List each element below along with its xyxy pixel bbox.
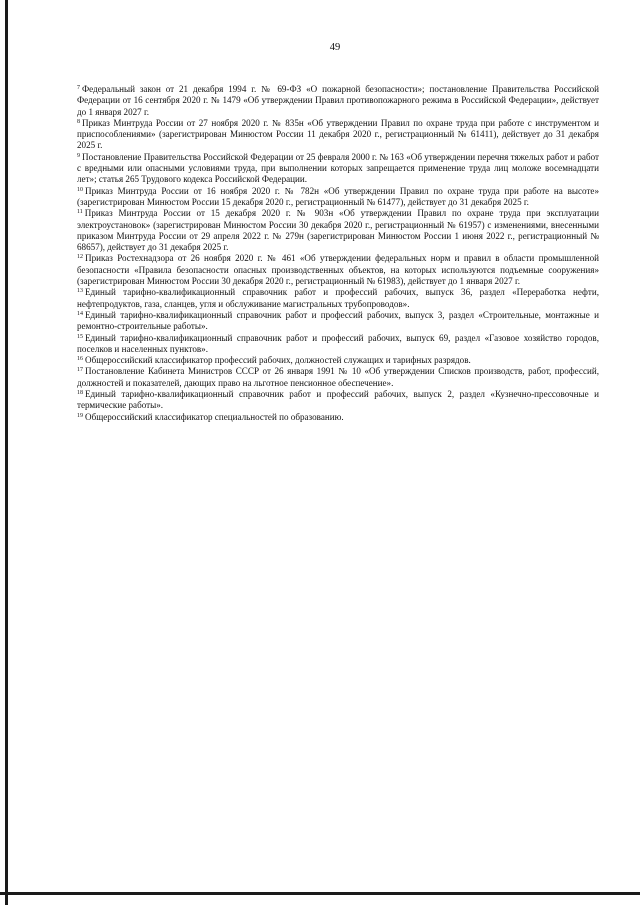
footnote-text: Единый тарифно-квалификационный справочник работ и профессий рабочих, выпуск 2, раздел «Кузнечно-прессовочные и термические работы». [77, 389, 599, 411]
footnote-text: Приказ Минтруда России от 16 ноября 2020 г. № 782н «Об утверждении Правил по охране труда при работе на высоте» (зарегистрирован Минюстом России 15 декабря 2020 г., регистрационный № 61477), действует до 31 декабря 2025 г. [77, 185, 599, 207]
footnote-10 [77, 186, 599, 209]
footnote-13 [77, 287, 599, 310]
footnote-text: Приказ Минтруда России от 15 декабря 2020 г. № 903н «Об утверждении Правил по охране труда при эксплуатации электроустановок» (зарегистрирован Минюстом России 30 декабря 2020 г., регистрационный № 61957) с изменениями, внесенными приказом Минтруда России от 29 апреля 2022 г. № 279н (зарегистрирован Минюстом России 1 июня 2022 г., регистрационный № 68657), действует до 31 декабря 2025 г. [77, 208, 599, 253]
footnote-text: Постановление Кабинета Министров СССР от 26 января 1991 № 10 «Об утверждении Списков производств, работ, профессий, должностей и показателей, дающих право на льготное пенсионное обеспечение». [77, 366, 599, 388]
footnote-15 [77, 333, 599, 356]
footnote-11 [77, 208, 599, 253]
footnote-12 [77, 253, 599, 287]
footnote-text: Единый тарифно-квалификационный справочник работ и профессий рабочих, выпуск 36, раздел «Переработка нефти, нефтепродуктов, газа, сланцев, угля и обслуживание магистральных трубопроводов». [77, 287, 599, 309]
scan-bottom-border [0, 892, 640, 895]
footnote-marker: 9 [77, 152, 80, 159]
page-number: 49 [329, 42, 341, 53]
footnote-marker: 14 [77, 310, 83, 317]
footnote-16 [77, 355, 599, 366]
footnotes-list [77, 84, 599, 423]
footnote-text: Приказ Ростехнадзора от 26 ноября 2020 г. № 461 «Об утверждении федеральных норм и правил в области промышленной безопасности «Правила безопасности опасных производственных объектов, на которых используются подъемные сооружения» (зарегистрирован Минюстом России 30 декабря 2020 г., регистрационный № 61983), действует до 1 января 2027 г. [77, 253, 599, 287]
footnote-18 [77, 389, 599, 412]
footnote-text: Единый тарифно-квалификационный справочник работ и профессий рабочих, выпуск 3, раздел «Строительные, монтажные и ремонтно-строительные работы». [77, 309, 599, 332]
footnote-text: Приказ Минтруда России от 27 ноября 2020 г. № 835н «Об утверждении Правил по охране труда при работе с инструментом и приспособлениями» (зарегистрирован Минюстом России 11 декабря 2020 г., регистрационный № 61411), действует до 31 декабря 2025 г. [77, 117, 599, 151]
footnote-8 [77, 118, 599, 152]
footnote-marker: 7 [77, 85, 80, 91]
scan-left-border [5, 0, 8, 905]
footnote-marker: 11 [77, 209, 83, 216]
footnote-17 [77, 366, 599, 389]
footnote-text: Общероссийский классификатор профессий рабочих, должностей служащих и тарифных разрядов. [85, 355, 471, 366]
footnote-text: Общероссийский классификатор специальностей по образованию. [85, 411, 344, 422]
footnote-text: Постановление Правительства Российской Федерации от 25 февраля 2000 г. № 163 «Об утверждении перечня тяжелых работ и работ с вредными или опасными условиями труда, при выполнении которых запрещается применение труда лиц моложе восемнадцати лет»; статья 265 Трудового кодекса Российской Федерации. [77, 151, 599, 185]
footnote-text: Единый тарифно-квалификационный справочник работ и профессий рабочих, выпуск 69, раздел «Газовое хозяйство городов, поселков и населенных пунктов». [77, 332, 599, 354]
footnote-marker: 12 [77, 254, 83, 261]
footnote-marker: 15 [77, 333, 83, 340]
footnote-marker: 17 [77, 367, 83, 374]
footnote-9 [77, 152, 599, 186]
footnote-marker: 8 [77, 118, 80, 125]
footnote-marker: 13 [77, 288, 83, 295]
footnote-14 [77, 310, 599, 333]
footnote-marker: 16 [77, 356, 83, 363]
footnote-marker: 19 [77, 412, 83, 419]
footnote-19 [77, 412, 599, 423]
footnote-7 [77, 84, 599, 118]
footnote-text: Федеральный закон от 21 декабря 1994 г. № 69-ФЗ «О пожарной безопасности»; постановление Правительства Российской Федерации от 16 сентября 2020 г. № 1479 «Об утверждении Правил противопожарного режима в Российской Федерации», действует до 1 января 2027 г. [77, 84, 599, 117]
footnote-marker: 18 [77, 390, 83, 397]
footnote-marker: 10 [77, 186, 83, 193]
